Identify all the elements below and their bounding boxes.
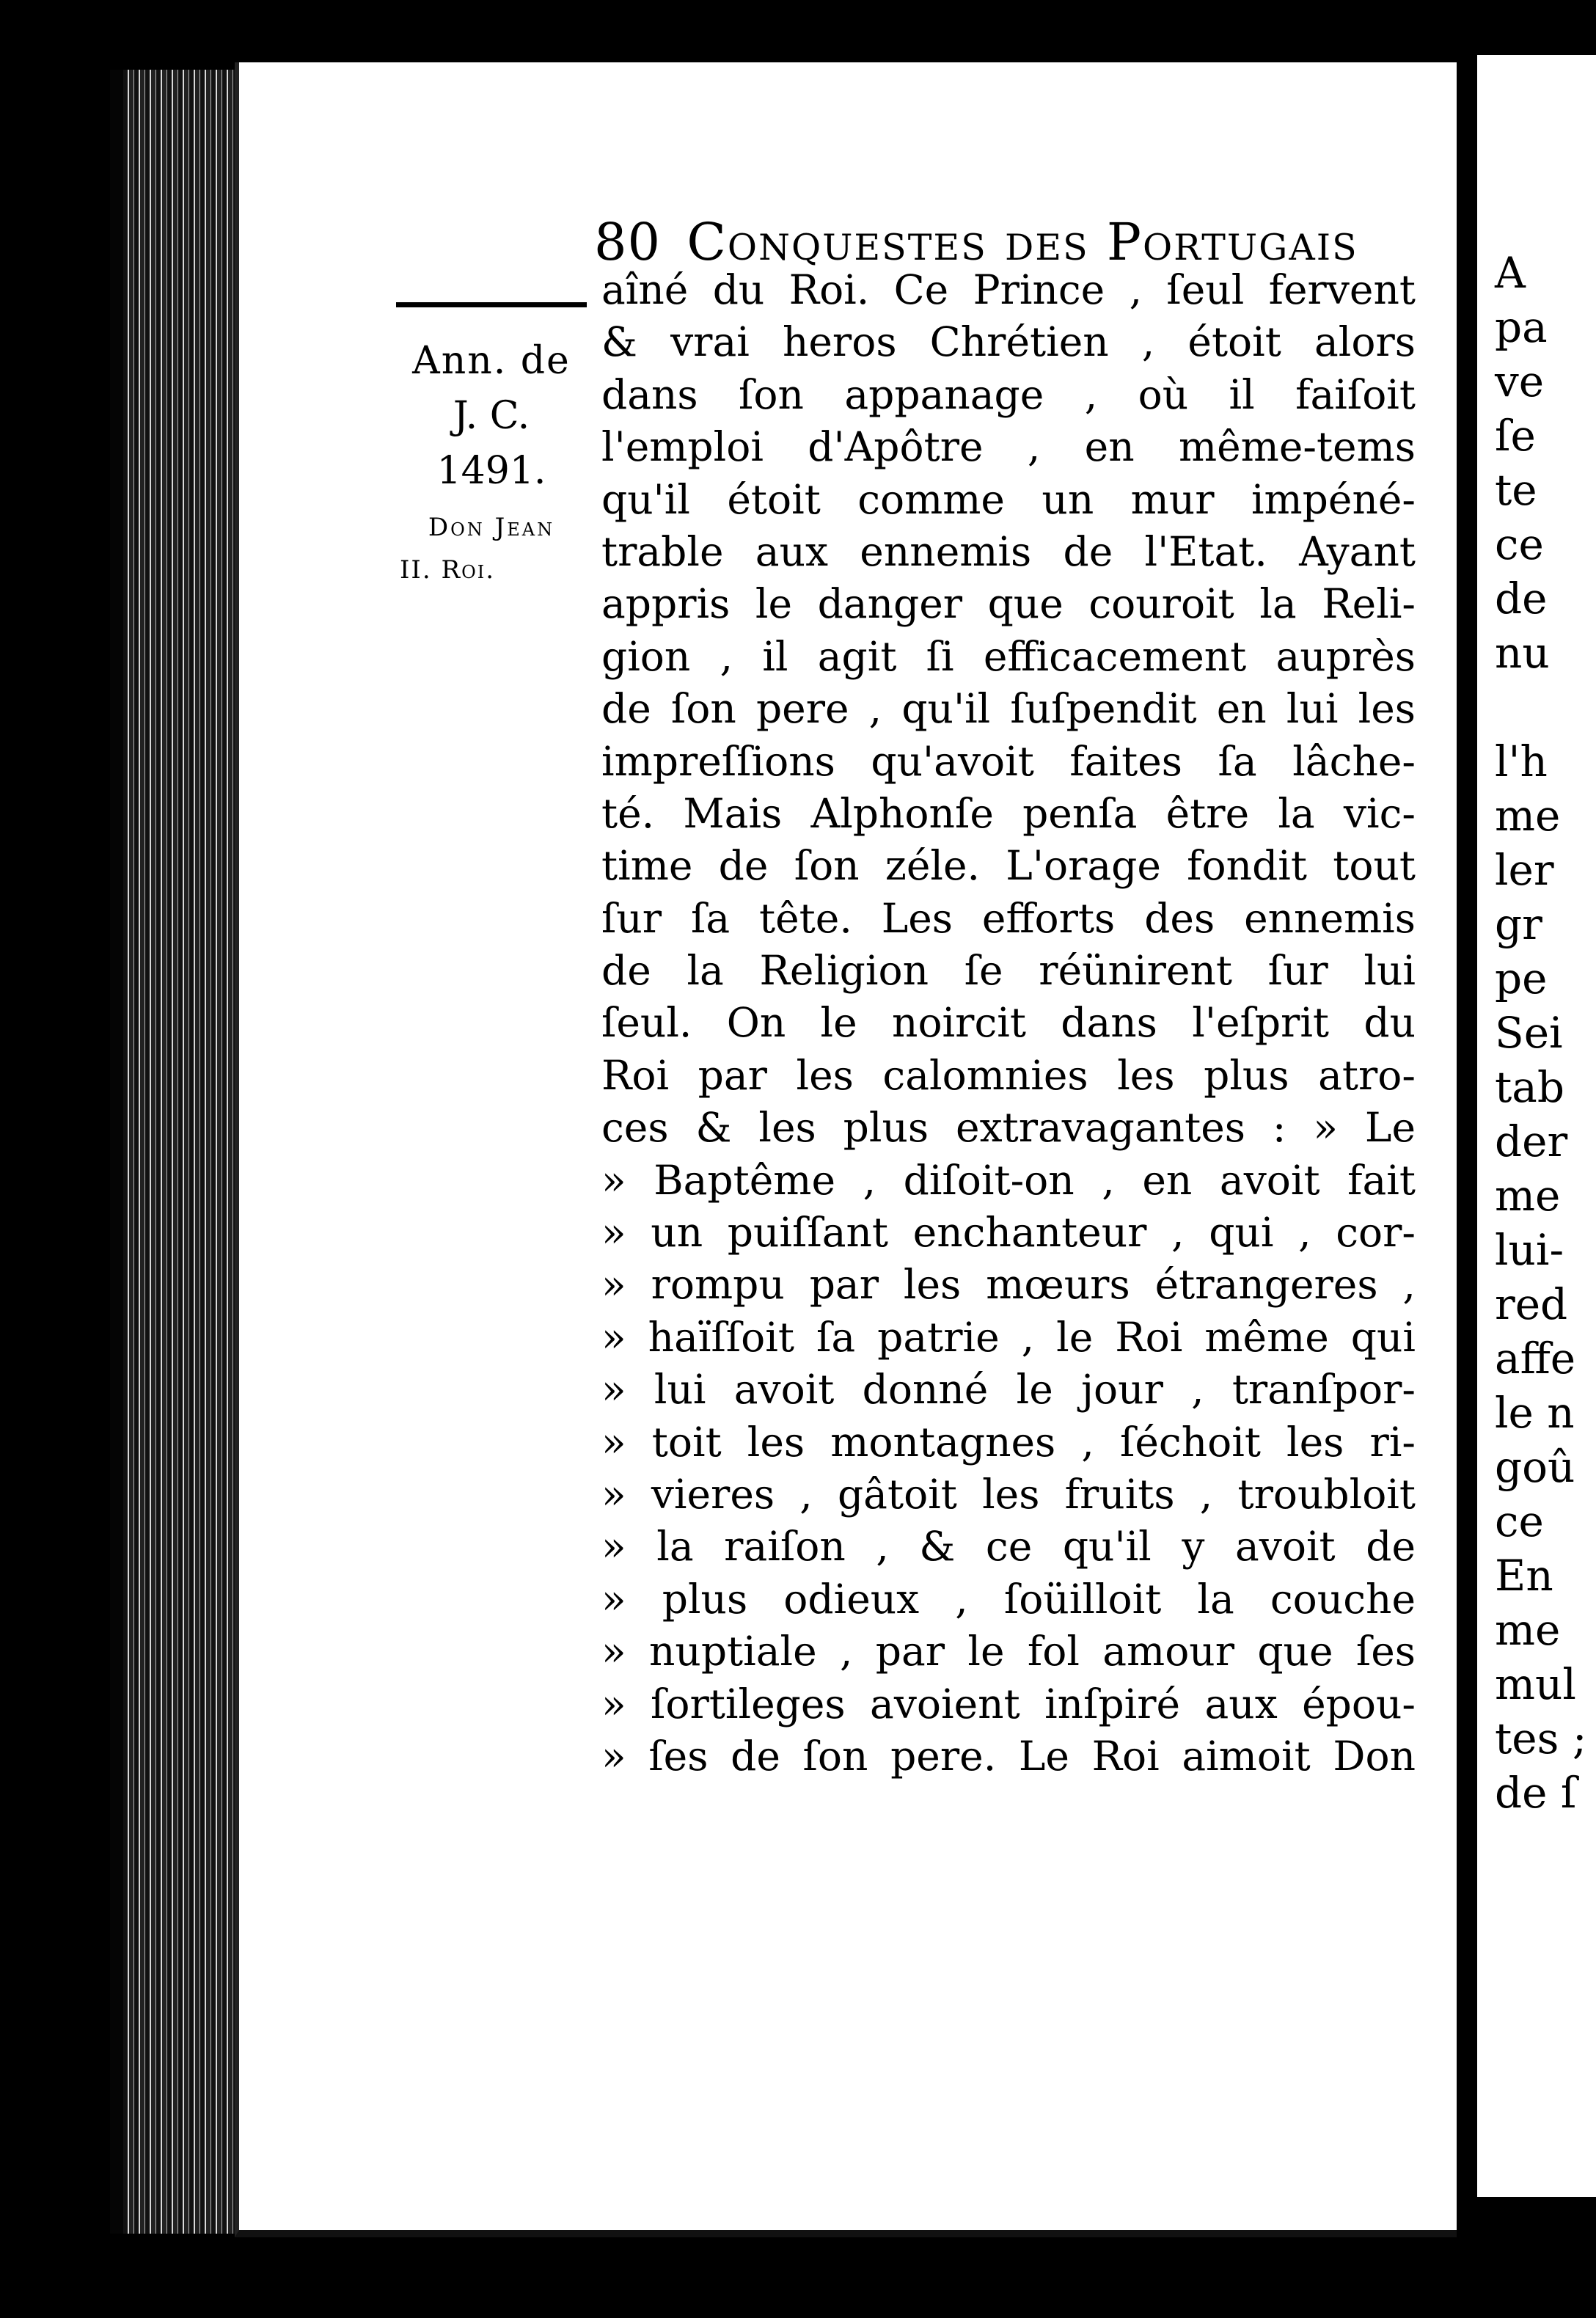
text-line: gion , il agit ſi efficacement auprès [601,632,1416,680]
facing-text-fragment: ler [1495,845,1554,895]
facing-text-fragment: nu [1495,628,1550,678]
facing-text-fragment: der [1495,1116,1568,1166]
margin-year-label: Ann. de [412,339,571,383]
text-line: » la raiſon , & ce qu'il y avoit de [601,1523,1416,1571]
facing-text-fragment: pa [1495,302,1548,352]
facing-text-fragment: ce [1495,1496,1544,1546]
facing-page-edge [1467,55,1596,2197]
text-line: de ſon pere , qu'il ſuſpendit en lui les [601,685,1416,733]
facing-text-fragment: affe [1495,1334,1576,1383]
text-line: & vrai heros Chrétien , étoit alors [601,318,1416,366]
text-line: té. Mais Alphonſe penſa être la vic- [601,789,1416,837]
facing-text-fragment: En [1495,1551,1553,1601]
facing-text-fragment: me [1495,1605,1561,1655]
text-line: trable aux ennemis de l'Etat. Ayant [601,527,1416,575]
margin-reign-line2: II. Roi. [400,555,496,585]
text-line: ſur ſa tête. Les efforts des ennemis [601,894,1416,942]
facing-text-fragment: A [1495,248,1526,298]
facing-text-fragment: pe [1495,954,1548,1003]
text-line: » plus odieux , ſoüilloit la couche [601,1575,1416,1623]
text-line: l'emploi d'Apôtre , en même-tems [601,423,1416,471]
text-line: aîné du Roi. Ce Prince , ſeul fervent [601,266,1416,313]
text-line: » rompu par les mœurs étrangeres , [601,1261,1416,1309]
facing-text-fragment: ce [1495,519,1544,569]
text-line: impreſſions qu'avoit faites ſa lâche- [601,737,1416,785]
text-line: dans ſon appanage , où il faiſoit [601,370,1416,418]
facing-text-fragment: me [1495,1171,1561,1221]
facing-text-fragment: ve [1495,357,1545,406]
facing-text-fragment: le n [1495,1388,1575,1438]
facing-page-text [1495,246,1586,1820]
text-line: ſeul. On le noircit dans l'eſprit du [601,999,1416,1047]
facing-text-fragment: lui- [1495,1225,1564,1275]
text-line: time de ſon zéle. L'orage fondit tout [601,842,1416,890]
text-line: » nuptiale , par le fol amour que ſes [601,1628,1416,1675]
facing-text-fragment: ſe [1495,411,1536,461]
facing-text-fragment: goû [1495,1442,1575,1492]
text-line: qu'il étoit comme un mur impéné- [601,475,1416,523]
facing-text-fragment: de ſ [1495,1768,1577,1818]
text-line: » ſes de ſon pere. Le Roi aimoit Don [601,1732,1416,1780]
facing-text-fragment: te [1495,465,1537,515]
facing-text-fragment: de [1495,574,1548,624]
page-number: 80 [594,212,662,272]
facing-text-fragment: Sei [1495,1008,1563,1058]
facing-text-fragment: me [1495,791,1561,841]
facing-text-fragment: tab [1495,1062,1565,1112]
margin-year: 1491. [436,449,546,493]
running-title: Conquestes des Portugais [687,212,1358,272]
text-line: » ſortileges avoient inſpiré aux épou- [601,1680,1416,1727]
running-header [594,212,1358,272]
text-line: » haïſſoit ſa patrie , le Roi même qui [601,1313,1416,1361]
text-line: appris le danger que couroit la Reli- [601,580,1416,628]
text-line: » un puiſſant enchanteur , qui , cor- [601,1209,1416,1257]
text-line: ces & les plus extravagantes : » Le [601,1104,1416,1152]
text-line: » lui avoit donné le jour , tranſpor- [601,1366,1416,1414]
text-line: Roi par les calomnies les plus atro- [601,1051,1416,1099]
text-line: de la Religion ſe réünirent ſur lui [601,947,1416,995]
text-line: » Baptême , diſoit-on , en avoit fait [601,1156,1416,1204]
facing-text-fragment: gr [1495,899,1542,949]
margin-reign-line1: Don Jean [428,513,555,542]
margin-rule [396,302,587,307]
margin-era: J. C. [453,394,530,438]
facing-text-fragment: red [1495,1279,1568,1329]
text-line: » vieres , gâtoit les fruits , troubloit [601,1470,1416,1518]
facing-text-fragment: l'h [1495,736,1548,786]
facing-text-fragment: tes ; [1495,1714,1587,1763]
margin-note [381,334,601,585]
facing-text-fragment: mul [1495,1659,1576,1709]
body-text [601,264,1416,1783]
text-line: » toit les montagnes , ſéchoit les ri- [601,1418,1416,1466]
facing-text-fragment [1495,680,1586,734]
